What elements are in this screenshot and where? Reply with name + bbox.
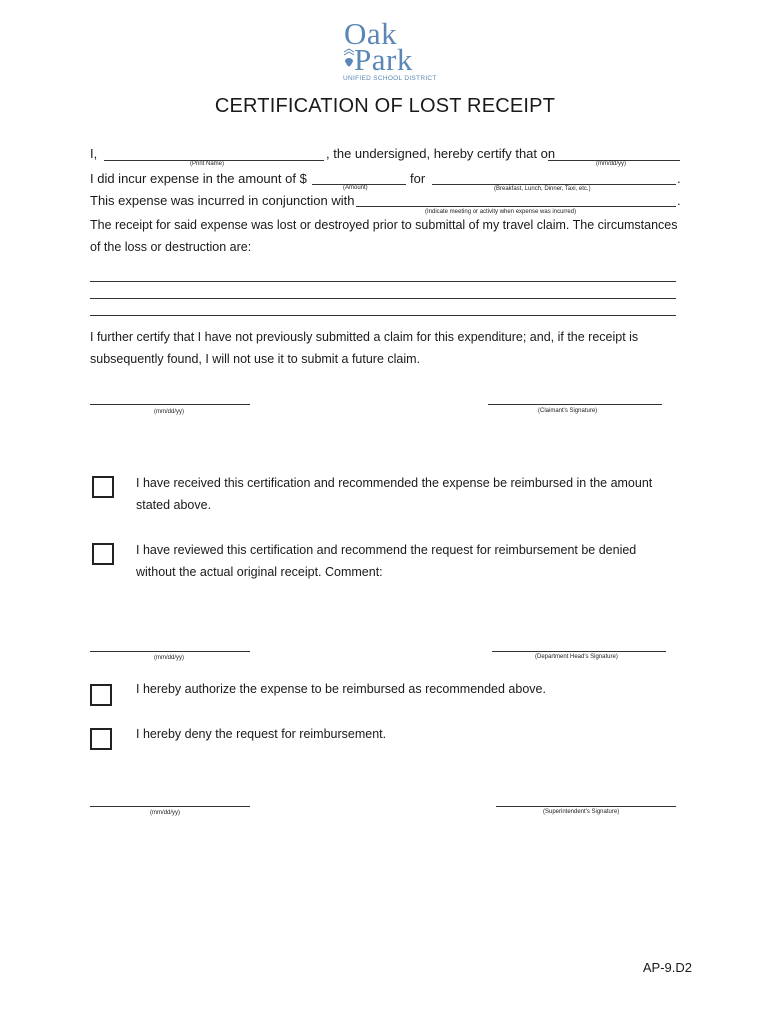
- further-certify-text-2: subsequently found, I will not use it to submit a future claim.: [90, 352, 421, 366]
- recommend-reimburse-text-1: I have received this certification and recommended the expense be reimbursed in the amount: [136, 476, 653, 490]
- page-title: CERTIFICATION OF LOST RECEIPT: [214, 95, 556, 117]
- supt-date-field[interactable]: [90, 806, 250, 807]
- circumstances-line-3[interactable]: [90, 315, 676, 316]
- date-caption: (mm/dd/yy): [596, 161, 626, 167]
- logo-park-text: Park: [354, 42, 413, 77]
- circumstances-line-1[interactable]: [90, 281, 676, 282]
- event-caption: (Indicate meeting or activity when expense was incurred): [425, 209, 577, 215]
- line3-period: .: [677, 193, 681, 208]
- authorize-checkbox[interactable]: [90, 684, 112, 706]
- superintendent-signature-caption: (Superintendent's Signature): [543, 809, 620, 815]
- dept-date-field[interactable]: [90, 651, 250, 652]
- line2-period: .: [677, 171, 681, 186]
- amount-caption: (Amount): [343, 185, 368, 191]
- expense-type-field[interactable]: [432, 184, 676, 185]
- circumstances-line-2[interactable]: [90, 298, 676, 299]
- amount-prefix: I did incur expense in the amount of $: [90, 171, 307, 186]
- certify-middle-text: , the undersigned, hereby certify that on: [326, 146, 556, 161]
- conjunction-prefix: This expense was incurred in conjunction with: [90, 193, 355, 208]
- recommend-deny-text-2: without the actual original receipt. Comment:: [136, 565, 383, 579]
- recommend-deny-text-1: I have reviewed this certification and recommend the request for reimbursement be denied: [136, 543, 637, 557]
- logo-subtitle: UNIFIED SCHOOL DISTRICT: [343, 75, 437, 82]
- supt-date-caption: (mm/dd/yy): [150, 810, 180, 816]
- dept-head-signature-caption: (Department Head's Signature): [535, 654, 618, 660]
- certify-prefix: I,: [90, 146, 98, 161]
- circumstances-text-1: The receipt for said expense was lost or destroyed prior to submittal of my travel claim. The circumstances: [90, 218, 678, 232]
- deny-checkbox[interactable]: [90, 728, 112, 750]
- form-number: AP-9.D2: [642, 960, 692, 975]
- claimant-date-caption: (mm/dd/yy): [154, 409, 184, 415]
- superintendent-signature-field[interactable]: [496, 806, 676, 807]
- claimant-signature-field[interactable]: [488, 404, 662, 405]
- for-text: for: [410, 171, 426, 186]
- print-name-caption: (Print Name): [190, 161, 225, 167]
- authorize-text: I hereby authorize the expense to be reimbursed as recommended above.: [136, 682, 546, 696]
- claimant-date-field[interactable]: [90, 404, 250, 405]
- deny-text: I hereby deny the request for reimbursement.: [136, 727, 387, 741]
- dept-date-caption: (mm/dd/yy): [154, 655, 184, 661]
- logo-oak-text: Oak: [344, 16, 398, 51]
- recommend-reimburse-checkbox[interactable]: [92, 476, 114, 498]
- circumstances-text-2: of the loss or destruction are:: [90, 240, 252, 254]
- expense-type-caption: (Breakfast, Lunch, Dinner, Taxi, etc.): [494, 186, 591, 192]
- recommend-deny-checkbox[interactable]: [92, 543, 114, 565]
- recommend-reimburse-text-2: stated above.: [136, 498, 212, 512]
- event-field[interactable]: [356, 206, 676, 207]
- district-logo: [340, 18, 436, 84]
- claimant-signature-caption: (Claimant's Signature): [538, 408, 598, 414]
- dept-head-signature-field[interactable]: [492, 651, 666, 652]
- further-certify-text-1: I further certify that I have not previously submitted a claim for this expenditure; and, if the receipt is: [90, 330, 639, 344]
